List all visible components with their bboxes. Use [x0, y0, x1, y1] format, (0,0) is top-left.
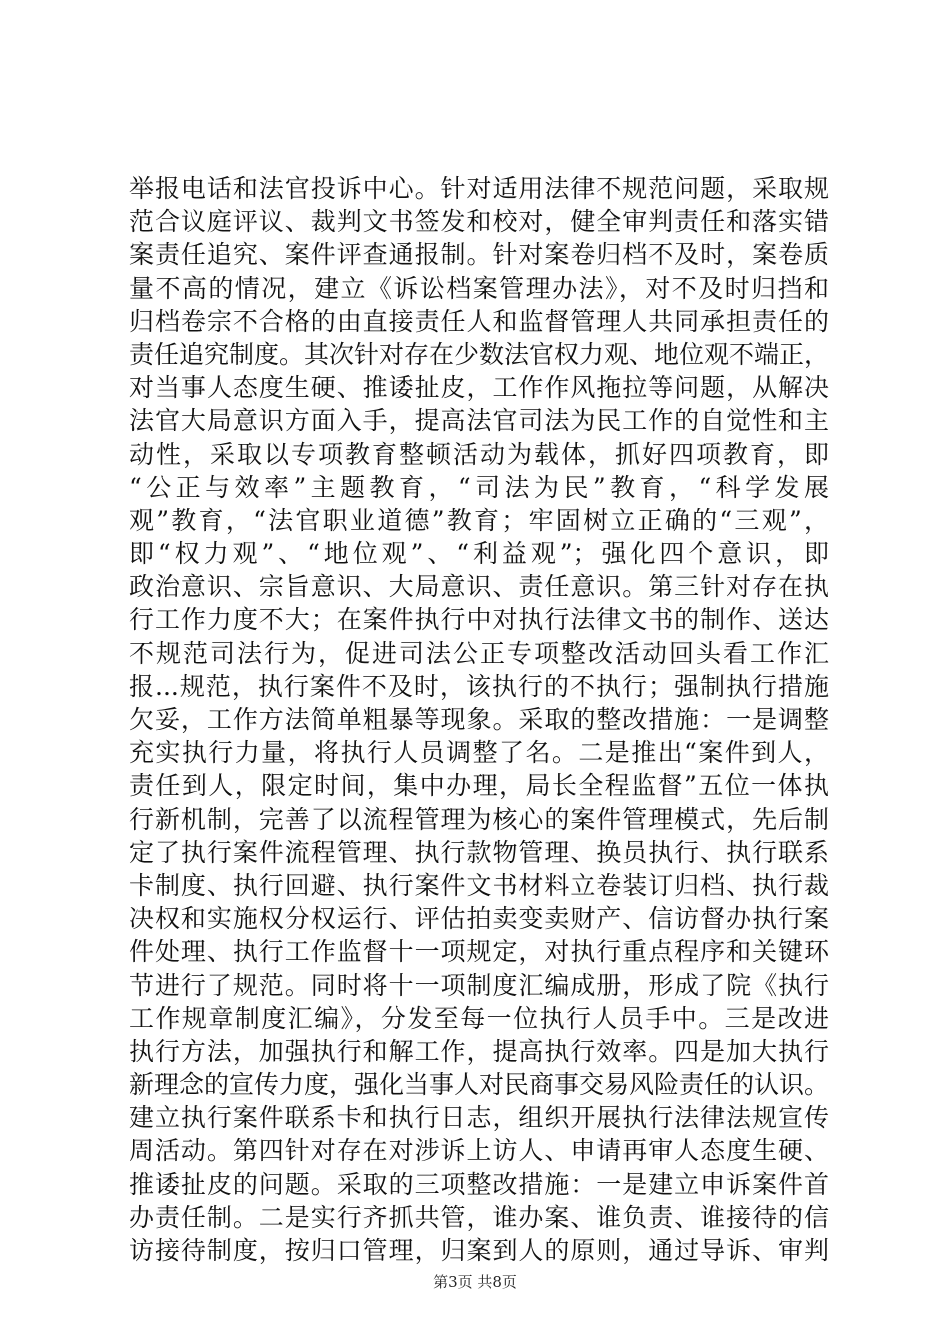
text-line: 节进行了规范。同时将十一项制度汇编成册，形成了院《执行: [129, 970, 829, 1000]
text-line: 动性，采取以专项教育整顿活动为载体，抓好四项教育，即: [129, 439, 829, 469]
text-line: 定了执行案件流程管理、执行款物管理、换员执行、执行联系: [129, 837, 829, 867]
text-line: 推诿扯皮的问题。采取的三项整改措施：一是建立申诉案件首: [129, 1169, 829, 1199]
text-line: 量不高的情况，建立《诉讼档案管理办法》，对不及时归挡和: [129, 273, 829, 303]
text-line: 举报电话和法官投诉中心。针对适用法律不规范问题，采取规: [129, 174, 829, 203]
text-line: 建立执行案件联系卡和执行日志，组织开展执行法律法规宣传: [129, 1103, 829, 1133]
text-line: 充实执行力量，将执行人员调整了名。二是推出“案件到人，: [129, 738, 829, 768]
text-line: 责任到人，限定时间，集中办理，局长全程监督”五位一体执: [129, 771, 829, 801]
body-paragraph: [129, 172, 829, 1267]
text-line: 对当事人态度生硬、推诿扯皮，工作作风拖拉等问题，从解决: [129, 373, 829, 403]
text-line: 行工作力度不大；在案件执行中对执行法律文书的制作、送达: [129, 605, 829, 635]
text-line: 新理念的宣传力度，强化当事人对民商事交易风险责任的认识。: [129, 1070, 830, 1100]
text-line: 法官大局意识方面入手，提高法官司法为民工作的自觉性和主: [129, 406, 829, 436]
text-line: “公正与效率”主题教育，“司法为民”教育，“科学发展: [129, 472, 829, 502]
text-line: 办责任制。二是实行齐抓共管，谁办案、谁负责、谁接待的信: [129, 1202, 829, 1232]
text-line: 责任追究制度。其次针对存在少数法官权力观、地位观不端正，: [129, 339, 830, 369]
page-footer: [0, 1272, 950, 1292]
text-line: 件处理、执行工作监督十一项规定，对执行重点程序和关键环: [129, 937, 829, 967]
text-line: 不规范司法行为，促进司法公正专项整改活动回头看工作汇: [129, 638, 829, 668]
text-line: 范合议庭评议、裁判文书签发和校对，健全审判责任和落实错: [129, 207, 829, 237]
text-line: 决权和实施权分权运行、评估拍卖变卖财产、信访督办执行案: [129, 904, 829, 934]
text-line: 访接待制度，按归口管理，归案到人的原则，通过导诉、审判: [129, 1236, 829, 1265]
text-line: 即“权力观”、“地位观”、“利益观”；强化四个意识，即: [129, 539, 829, 569]
text-line: 工作规章制度汇编》，分发至每一位执行人员手中。三是改进: [129, 1003, 829, 1033]
text-line: 周活动。第四针对存在对涉诉上访人、申请再审人态度生硬、: [129, 1136, 829, 1166]
text-line: 案责任追究、案件评查通报制。针对案卷归档不及时，案卷质: [129, 240, 829, 270]
text-line: 归档卷宗不合格的由直接责任人和监督管理人共同承担责任的: [129, 306, 829, 336]
text-line: 欠妥，工作方法简单粗暴等现象。采取的整改措施：一是调整: [129, 705, 829, 734]
page-number: 第3页 共8页: [433, 1273, 517, 1291]
text-line: 卡制度、执行回避、执行案件文书材料立卷装订归档、执行裁: [129, 870, 829, 900]
text-line: 政治意识、宗旨意识、大局意识、责任意识。第三针对存在执: [129, 572, 829, 602]
text-line: 报...规范，执行案件不及时，该执行的不执行；强制执行措施: [129, 671, 829, 701]
text-line: 执行方法，加强执行和解工作，提高执行效率。四是加大执行: [129, 1036, 829, 1066]
text-line: 行新机制，完善了以流程管理为核心的案件管理模式，先后制: [129, 804, 829, 834]
text-line: 观”教育，“法官职业道德”教育；牢固树立正确的“三观”，: [129, 505, 829, 535]
